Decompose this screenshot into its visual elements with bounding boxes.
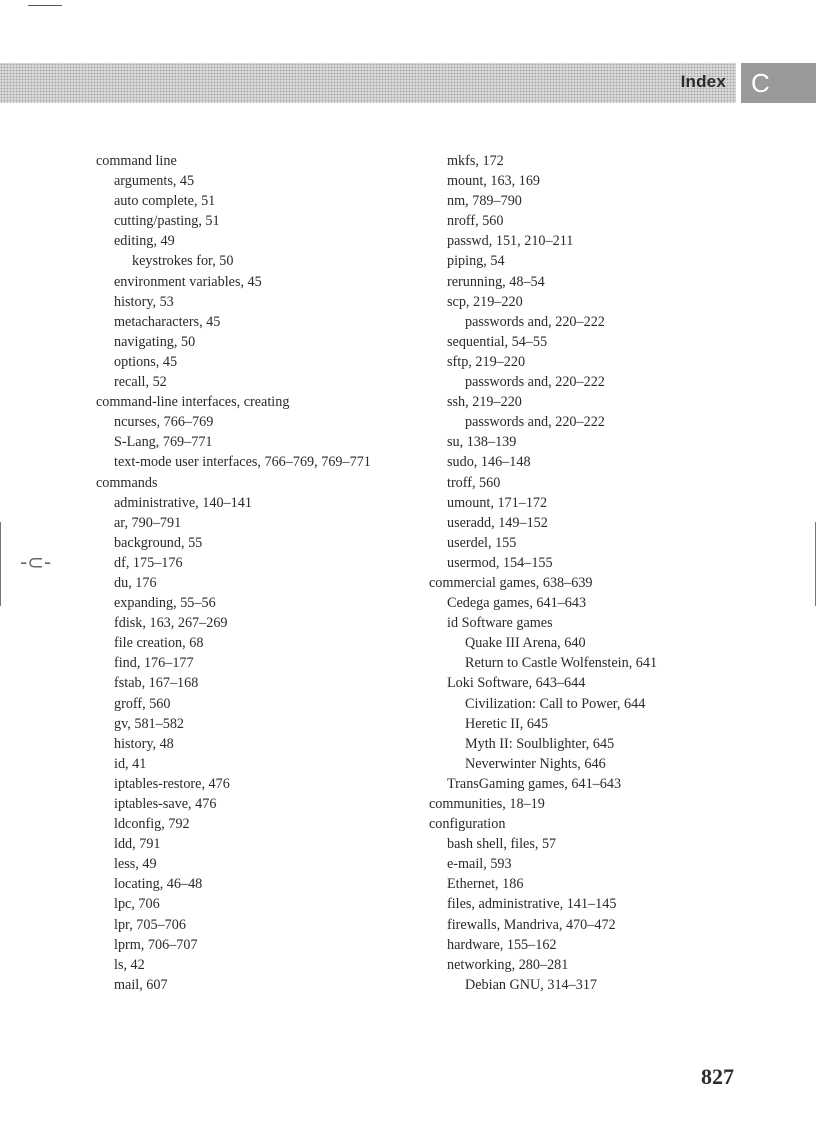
index-subentry: less, 49 (114, 856, 157, 873)
index-subentry: auto complete, 51 (114, 193, 216, 210)
index-subsubentry: keystrokes for, 50 (132, 253, 234, 270)
index-subentry: administrative, 140–141 (114, 494, 252, 511)
index-subentry: scp, 219–220 (447, 293, 523, 310)
index-subentry: groff, 560 (114, 695, 171, 712)
index-column-left (96, 151, 371, 995)
index-subentry: options, 45 (114, 353, 178, 370)
index-subentry: userdel, 155 (447, 534, 517, 551)
index-subentry: firewalls, Mandriva, 470–472 (447, 916, 616, 933)
index-subentry: usermod, 154–155 (447, 554, 553, 571)
index-subentry: useradd, 149–152 (447, 514, 548, 531)
index-subentry: piping, 54 (447, 253, 505, 270)
index-heading: commands (96, 474, 158, 491)
index-subsubentry: Quake III Arena, 640 (465, 635, 586, 652)
index-subsubentry: passwords and, 220–222 (465, 313, 605, 330)
index-heading: command line (96, 153, 177, 169)
index-subentry: navigating, 50 (114, 333, 196, 350)
index-subentry: bash shell, files, 57 (447, 836, 557, 853)
index-subentry: lprm, 706–707 (114, 936, 198, 953)
index-subsubentry: Neverwinter Nights, 646 (465, 755, 606, 772)
header-band (0, 63, 736, 103)
index-subentry: ncurses, 766–769 (114, 414, 214, 431)
index-subentry: ldd, 791 (114, 836, 161, 853)
index-subentry: Loki Software, 643–644 (447, 675, 586, 692)
index-subentry: S-Lang, 769–771 (114, 434, 213, 451)
index-subsubentry: Return to Castle Wolfenstein, 641 (465, 655, 658, 672)
index-subentry: e-mail, 593 (447, 856, 512, 873)
index-subentry: Ethernet, 186 (447, 876, 524, 893)
index-heading: commercial games, 638–639 (429, 574, 593, 591)
index-subentry: passwd, 151, 210–211 (447, 233, 574, 250)
index-subsubentry: passwords and, 220–222 (465, 414, 605, 431)
index-column-right (429, 151, 657, 995)
index-subentry: lpc, 706 (114, 896, 160, 913)
index-subentry: locating, 46–48 (114, 876, 203, 893)
index-subentry: TransGaming games, 641–643 (447, 775, 622, 792)
index-subentry: gv, 581–582 (114, 715, 185, 732)
index-subentry: fstab, 167–168 (114, 675, 199, 692)
index-subentry: mkfs, 172 (447, 153, 504, 169)
index-subentry: nroff, 560 (447, 213, 504, 230)
index-subentry: history, 48 (114, 735, 174, 752)
index-subentry: history, 53 (114, 293, 174, 310)
page-number: 827 (701, 1064, 734, 1089)
index-subsubentry: Heretic II, 645 (465, 715, 549, 732)
index-subentry: sudo, 146–148 (447, 454, 531, 471)
index-subsubentry: Civilization: Call to Power, 644 (465, 695, 646, 712)
index-subentry: id Software games (447, 615, 553, 632)
index-heading: configuration (429, 816, 506, 833)
index-subentry: df, 175–176 (114, 554, 183, 571)
index-subentry: nm, 789–790 (447, 193, 522, 210)
index-subentry: lpr, 705–706 (114, 916, 186, 933)
index-subentry: arguments, 45 (114, 173, 195, 190)
left-margin-mark (0, 522, 1, 606)
index-subentry: du, 176 (114, 574, 157, 591)
index-heading: communities, 18–19 (429, 796, 545, 812)
index-subsubentry: Debian GNU, 314–317 (465, 976, 598, 993)
index-subentry: background, 55 (114, 534, 203, 551)
index-subentry: environment variables, 45 (114, 273, 262, 290)
index-subentry: cutting/pasting, 51 (114, 213, 220, 230)
index-subentry: recall, 52 (114, 374, 167, 391)
index-subentry: hardware, 155–162 (447, 936, 557, 953)
index-subentry: su, 138–139 (447, 434, 517, 451)
index-heading: command-line interfaces, creating (96, 394, 290, 411)
index-subentry: mail, 607 (114, 976, 168, 993)
chapter-letter: C (751, 68, 770, 98)
index-subsubentry: Myth II: Soulblighter, 645 (465, 735, 615, 752)
index-subentry: file creation, 68 (114, 635, 204, 652)
index-subentry: ldconfig, 792 (114, 816, 190, 833)
running-header-title: Index (680, 72, 726, 91)
index-subentry: sftp, 219–220 (447, 353, 526, 370)
index-subsubentry: passwords and, 220–222 (465, 374, 605, 391)
index-subentry: text-mode user interfaces, 766–769, 769–771 (114, 454, 371, 471)
index-subentry: files, administrative, 141–145 (447, 896, 617, 913)
index-subentry: metacharacters, 45 (114, 313, 221, 330)
index-subentry: ls, 42 (114, 956, 145, 973)
index-subentry: rerunning, 48–54 (447, 273, 545, 290)
index-subentry: fdisk, 163, 267–269 (114, 615, 228, 632)
index-subentry: editing, 49 (114, 233, 175, 250)
index-subentry: iptables-save, 476 (114, 796, 217, 812)
index-subentry: expanding, 55–56 (114, 595, 216, 612)
chapter-tab (741, 63, 816, 103)
registration-mark-icon: -⊂- (20, 550, 52, 574)
index-subentry: troff, 560 (447, 474, 501, 491)
index-subentry: iptables-restore, 476 (114, 775, 230, 792)
index-subentry: sequential, 54–55 (447, 333, 548, 350)
index-subentry: ar, 790–791 (114, 514, 182, 531)
index-subentry: mount, 163, 169 (447, 173, 541, 190)
index-subentry: umount, 171–172 (447, 494, 548, 511)
top-corner-rule (28, 5, 62, 6)
index-subentry: ssh, 219–220 (447, 394, 522, 411)
index-subentry: Cedega games, 641–643 (447, 595, 587, 612)
index-subentry: networking, 280–281 (447, 956, 569, 973)
index-subentry: find, 176–177 (114, 655, 194, 672)
index-subentry: id, 41 (114, 755, 147, 772)
